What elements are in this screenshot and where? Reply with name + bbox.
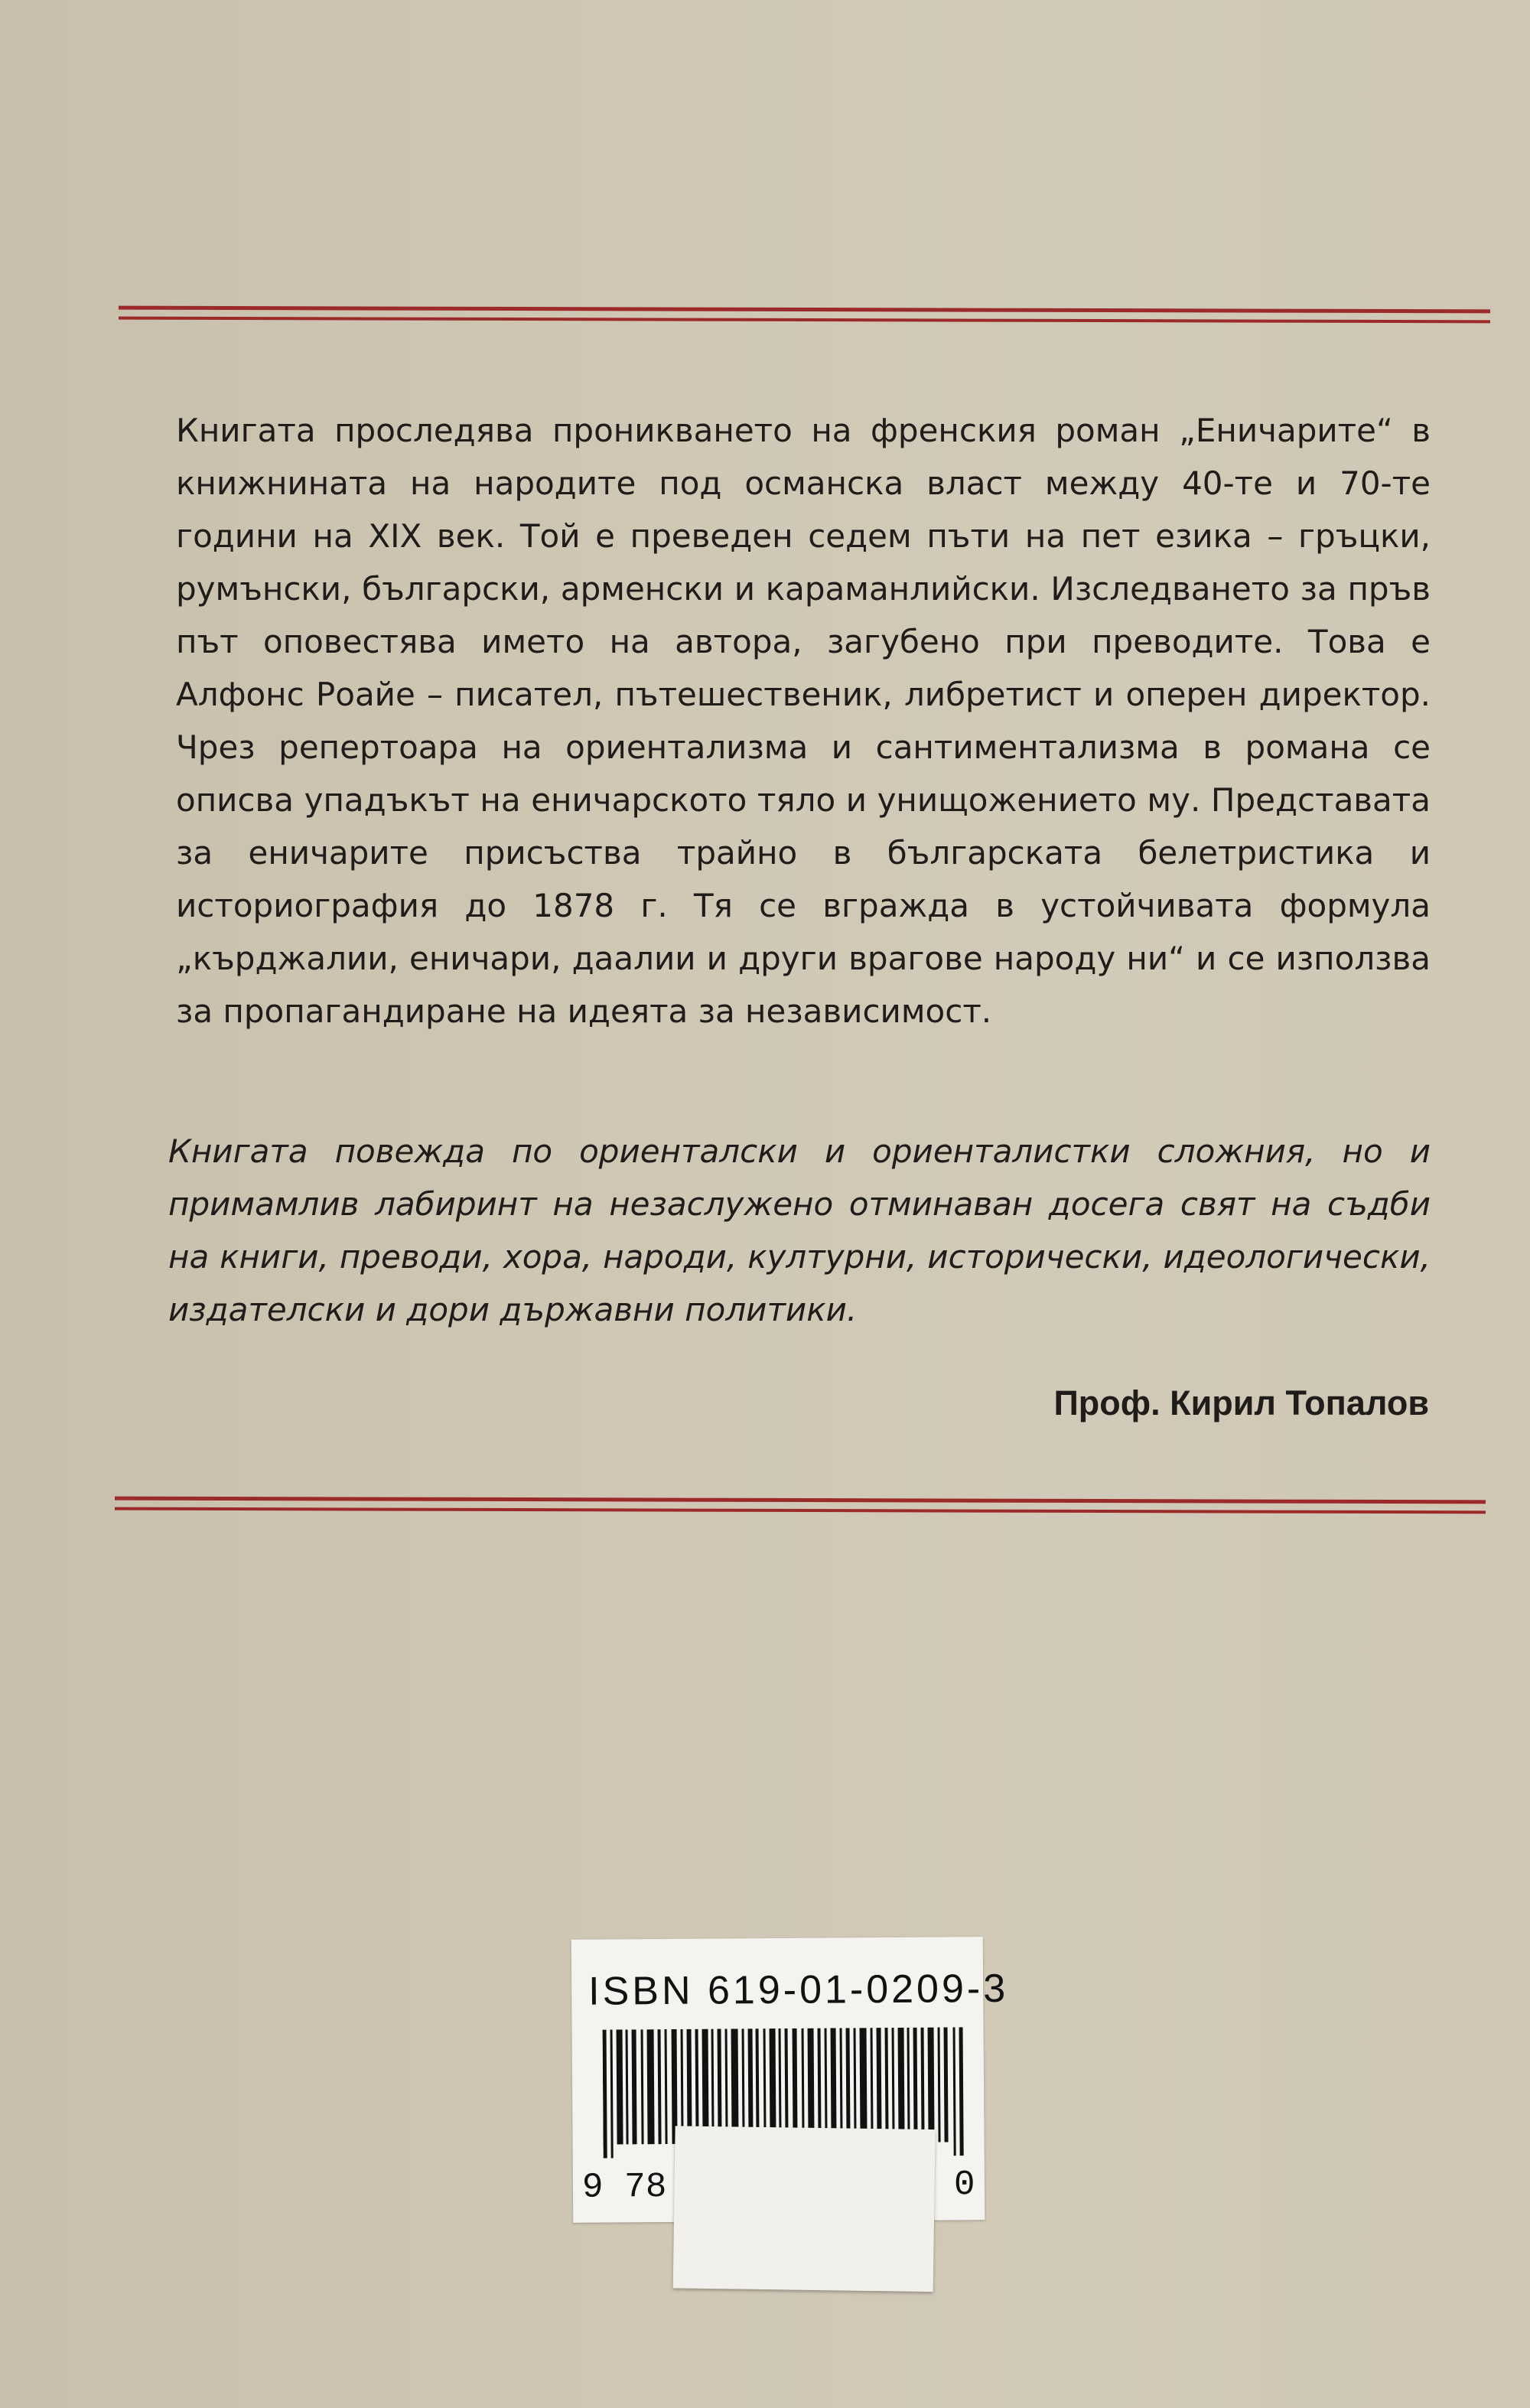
isbn-sticker [571,1937,1009,2223]
barcode-digit-end: 0 [953,2165,975,2205]
blurb-text: Книгата проследява проникването на френския роман „Еничарите“ в книжнината на народите под османска власт между 40-те и 70-те години на XIX век. Той е преведен седем пъти на пет езика – гръцки, румънски, български, арменски и караманлийски. Изследването за пръв път оповестява името на автора, загубено при преводите. Това е Алфонс Роайе – писател, пътешественик, либретист и оперен директор. Чрез репертоара на ориентализма и сантиментализма в романа се описва упадъкът на еничарското тяло и унищожението му. Представата за еничарите присъства трайно в българската белетристика и историография до 1878 г. Тя се вгражда в устойчивата формула „кърджалии, еничари, даалии и други врагове народу ни“ и се използва за пропагандиране на идеята за независимост. [176,412,1431,1030]
bottom-double-rule [115,1497,1486,1517]
top-double-rule [119,306,1490,327]
price-label-blank [673,2126,936,2292]
isbn-number: ISBN 619-01-0209-3 [588,1966,1009,2014]
barcode-digits-start: 9 78 [581,2167,667,2208]
review-quote: Книгата повежда по ориенталски и ориенталистки сложния, но и примамлив лабиринт на незаслужено отминаван досега свят на съдби на книги, преводи, хора, народи, културни, исторически, идеологически, издателски и дори държавни политики. [168,1132,1431,1328]
review-author: Проф. Кирил Топалов [1053,1383,1429,1422]
